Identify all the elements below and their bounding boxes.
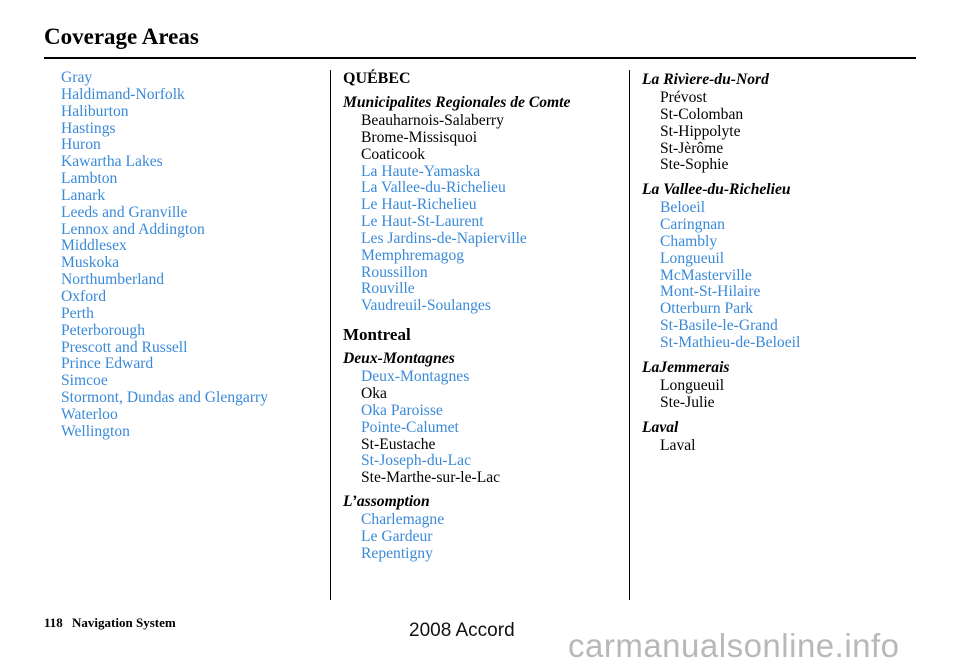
coverage-area-item: Ste-Marthe-sur-le-Lac <box>361 469 501 487</box>
group-heading: L’assomption <box>343 493 430 511</box>
coverage-area-link[interactable]: McMasterville <box>660 266 752 284</box>
group-list <box>642 90 800 174</box>
coverage-area-link[interactable]: Charlemagne <box>361 511 445 529</box>
coverage-area-link[interactable]: La Haute-Yamaska <box>361 162 481 180</box>
model-watermark: 2008 Accord <box>409 620 515 641</box>
coverage-area-link[interactable]: Muskoka <box>61 254 120 272</box>
coverage-area-link[interactable]: Haliburton <box>61 102 129 120</box>
coverage-area-link[interactable]: Kawartha Lakes <box>61 153 163 171</box>
coverage-area-link[interactable]: Chambly <box>660 232 718 250</box>
coverage-area-link[interactable]: Simcoe <box>61 372 108 390</box>
column-divider <box>330 70 331 600</box>
coverage-area-link[interactable]: Les Jardins-de-Napierville <box>361 229 527 247</box>
coverage-area-link[interactable]: Gray <box>61 69 93 86</box>
coverage-area-link[interactable]: Otterburn Park <box>660 300 754 318</box>
coverage-area-link[interactable]: Prince Edward <box>61 355 154 373</box>
coverage-area-link[interactable]: Pointe-Calumet <box>361 418 459 436</box>
section-name: Navigation System <box>72 615 176 630</box>
group-heading: Deux-Montagnes <box>343 350 455 368</box>
coverage-area-link[interactable]: Lambton <box>61 170 118 188</box>
coverage-area-link[interactable]: Stormont, Dundas and Glengarry <box>61 389 269 407</box>
coverage-area-link[interactable]: Wellington <box>61 422 130 440</box>
region-heading: Montreal <box>343 325 411 345</box>
coverage-area-link[interactable]: Oxford <box>61 287 107 305</box>
coverage-area-item: Ste-Julie <box>660 393 715 411</box>
coverage-area-link[interactable]: Mont-St-Hilaire <box>660 283 761 301</box>
group-heading: La Vallee-du-Richelieu <box>642 181 791 199</box>
group-heading: LaJemmerais <box>642 358 730 376</box>
coverage-area-link[interactable]: Prescott and Russell <box>61 338 188 356</box>
coverage-column-quebec <box>343 70 570 563</box>
coverage-area-link[interactable]: Perth <box>61 304 94 322</box>
coverage-area-link[interactable]: Beloeil <box>660 199 706 217</box>
coverage-area-link[interactable]: Northumberland <box>61 271 165 289</box>
group-list <box>642 200 800 352</box>
coverage-area-link[interactable]: Le Gardeur <box>361 527 433 545</box>
coverage-area-item: Laval <box>660 436 696 454</box>
group-heading: La Rivìere-du-Nord <box>642 71 769 88</box>
coverage-area-item: St-Hippolyte <box>660 122 741 140</box>
province-heading: QUÉBEC <box>343 70 411 87</box>
coverage-area-item: Oka <box>361 384 387 402</box>
coverage-area-item: Longueuil <box>660 376 725 394</box>
site-watermark: carmanualsonline.info <box>568 627 900 664</box>
coverage-area-link[interactable]: St-Basile-le-Grand <box>660 317 778 335</box>
coverage-area-link[interactable]: Caringnan <box>660 216 725 234</box>
coverage-column-quebec-continued <box>642 70 800 454</box>
group-heading: Laval <box>642 418 679 436</box>
coverage-area-link[interactable]: Vaudreuil-Soulanges <box>361 297 491 315</box>
coverage-area-item: Beauharnois-Salaberry <box>361 112 504 129</box>
coverage-area-item: Coaticook <box>361 145 426 163</box>
coverage-area-link[interactable]: Hastings <box>61 119 116 137</box>
column-divider <box>629 70 630 600</box>
group-list <box>343 113 570 315</box>
coverage-area-link[interactable]: St-Joseph-du-Lac <box>361 452 471 470</box>
coverage-area-item: St-Eustache <box>361 435 436 453</box>
coverage-area-link[interactable]: Oka Paroisse <box>361 401 443 419</box>
page-number: 118 <box>44 615 63 630</box>
coverage-area-link[interactable]: Memphremagog <box>361 246 465 264</box>
coverage-area-link[interactable]: Rouville <box>361 280 415 298</box>
page-title: Coverage Areas <box>44 24 199 49</box>
coverage-area-item: Brome-Missisquoi <box>361 128 478 146</box>
coverage-area-link[interactable]: Deux-Montagnes <box>361 368 470 386</box>
coverage-area-link[interactable]: Repentigny <box>361 544 433 562</box>
coverage-area-link[interactable]: Roussillon <box>361 263 428 281</box>
title-rule <box>44 57 916 59</box>
coverage-area-item: St-Jèrôme <box>660 139 724 157</box>
coverage-area-item: Ste-Sophie <box>660 156 729 174</box>
group-list <box>642 378 800 412</box>
group-heading: Municipalites Regionales de Comte <box>343 94 571 111</box>
coverage-area-link[interactable]: Middlesex <box>61 237 127 255</box>
coverage-area-link[interactable]: Lennox and Addington <box>61 220 205 238</box>
coverage-area-link[interactable]: Longueuil <box>660 249 725 267</box>
coverage-column-ontario <box>61 70 268 441</box>
coverage-area-link[interactable]: Haldimand-Norfolk <box>61 85 185 103</box>
coverage-area-link[interactable]: Huron <box>61 136 101 154</box>
coverage-area-link[interactable]: Le Haut-Richelieu <box>361 196 477 214</box>
coverage-area-link[interactable]: Waterloo <box>61 405 118 423</box>
coverage-area-item: Prévost <box>660 89 707 106</box>
group-list <box>642 438 800 455</box>
page-footer <box>44 615 176 631</box>
coverage-area-link[interactable]: Le Haut-St-Laurent <box>361 213 484 231</box>
coverage-area-link[interactable]: La Vallee-du-Richelieu <box>361 179 506 197</box>
group-list <box>343 369 570 487</box>
coverage-area-item: St-Colomban <box>660 105 744 123</box>
group-list <box>343 512 570 563</box>
coverage-area-link[interactable]: Leeds and Granville <box>61 203 188 221</box>
coverage-area-link[interactable]: St-Mathieu-de-Beloeil <box>660 333 801 351</box>
coverage-area-link[interactable]: Lanark <box>61 186 106 204</box>
coverage-area-link[interactable]: Peterborough <box>61 321 146 339</box>
